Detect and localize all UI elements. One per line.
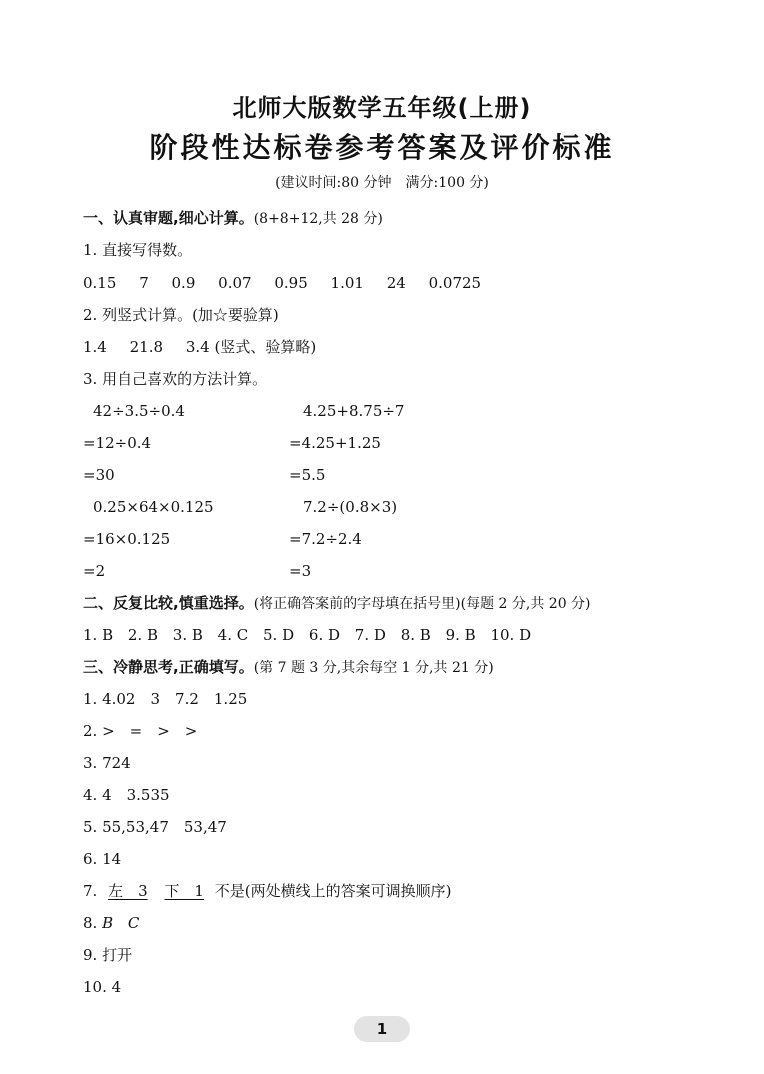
choice-answer: 4. C xyxy=(217,626,249,644)
choice-answer: 5. D xyxy=(263,626,295,644)
section2-answers xyxy=(83,625,531,645)
fill-answer-10: 10. 4 xyxy=(83,978,122,996)
choice-answer: 3. B xyxy=(172,626,203,644)
q3-label: 3. 用自己喜欢的方法计算。 xyxy=(83,370,268,388)
choice-answer: 6. D xyxy=(308,626,341,644)
calc-d1: 7.2÷(0.8×3) xyxy=(303,498,398,516)
fill-answer-7 xyxy=(83,881,451,901)
section1-heading-line xyxy=(83,208,383,229)
answer-8-number: 8. xyxy=(83,914,98,932)
fill-answer-3: 3. 724 xyxy=(83,754,131,772)
q1-answer: 0.0725 xyxy=(428,274,482,292)
calc-c1: 0.25×64×0.125 xyxy=(93,498,214,516)
fill-answer-5: 5. 55,53,47 53,47 xyxy=(83,818,227,836)
q2-answer: 21.8 xyxy=(129,338,164,356)
section1-note: (8+8+12,共 28 分) xyxy=(253,211,383,227)
choice-answer: 7. D xyxy=(354,626,386,644)
q2-note: (竖式、验算略) xyxy=(214,338,317,356)
q1-answer: 0.15 xyxy=(83,274,117,292)
q2-answer: 3.4 xyxy=(185,338,210,356)
fill-answer-8 xyxy=(83,913,139,933)
q1-answer: 24 xyxy=(386,274,406,292)
calc-a2: =12÷0.4 xyxy=(83,434,152,452)
q1-answer: 0.95 xyxy=(274,274,308,292)
calc-b2: =4.25+1.25 xyxy=(289,434,381,452)
answer-7-rest: 不是(两处横线上的答案可调换顺序) xyxy=(214,882,452,900)
calc-c3: =2 xyxy=(83,562,106,580)
q2-label: 2. 列竖式计算。(加☆要验算) xyxy=(83,306,279,324)
point-c: C xyxy=(127,914,140,932)
calc-c2: =16×0.125 xyxy=(83,530,171,548)
calc-a3: =30 xyxy=(83,466,115,484)
document-title: 北师大版数学五年级(上册) xyxy=(232,94,532,122)
section2-heading: 二、反复比较,慎重选择。 xyxy=(83,594,254,612)
section3-heading-line xyxy=(83,657,494,678)
calc-b1: 4.25+8.75÷7 xyxy=(303,402,405,420)
choice-answer: 8. B xyxy=(400,626,431,644)
q1-answer: 7 xyxy=(139,274,149,292)
q2-answers xyxy=(83,337,316,357)
fill-answer-6: 6. 14 xyxy=(83,850,122,868)
underlined-answer: 下 1 xyxy=(164,882,204,900)
section2-note: (将正确答案前的字母填在括号里)(每题 2 分,共 20 分) xyxy=(253,596,591,612)
calc-b3: =5.5 xyxy=(289,466,326,484)
fill-answer-2: 2. > = > > xyxy=(83,722,198,740)
choice-answer: 1. B xyxy=(83,626,114,644)
fill-answer-9: 9. 打开 xyxy=(83,946,133,964)
fill-answer-4: 4. 4 3.535 xyxy=(83,786,170,804)
choice-answer: 9. B xyxy=(445,626,476,644)
q1-answer: 0.07 xyxy=(218,274,252,292)
page-number-badge: 1 xyxy=(354,1016,410,1042)
calc-d2: =7.2÷2.4 xyxy=(289,530,362,548)
document-meta: (建议时间:80 分钟 满分:100 分) xyxy=(275,175,489,191)
q1-answer: 0.9 xyxy=(171,274,196,292)
fill-answer-1: 1. 4.02 3 7.2 1.25 xyxy=(83,690,248,708)
q1-answers xyxy=(83,273,481,293)
document-subtitle: 阶段性达标卷参考答案及评价标准 xyxy=(149,131,615,164)
q1-answer: 1.01 xyxy=(330,274,364,292)
q1-label: 1. 直接写得数。 xyxy=(83,241,193,259)
calc-a1: 42÷3.5÷0.4 xyxy=(93,402,185,420)
section3-note: (第 7 题 3 分,其余每空 1 分,共 21 分) xyxy=(253,660,494,676)
section2-heading-line xyxy=(83,593,591,614)
underlined-answer: 左 3 xyxy=(108,882,148,900)
answer-7-number: 7. xyxy=(83,882,98,900)
section3-heading: 三、冷静思考,正确填写。 xyxy=(83,658,254,676)
q2-answer: 1.4 xyxy=(83,338,107,356)
point-b: B xyxy=(102,914,114,932)
choice-answer: 10. D xyxy=(490,626,532,644)
section1-heading: 一、认真审题,细心计算。 xyxy=(83,209,254,227)
calc-d3: =3 xyxy=(289,562,312,580)
choice-answer: 2. B xyxy=(127,626,158,644)
